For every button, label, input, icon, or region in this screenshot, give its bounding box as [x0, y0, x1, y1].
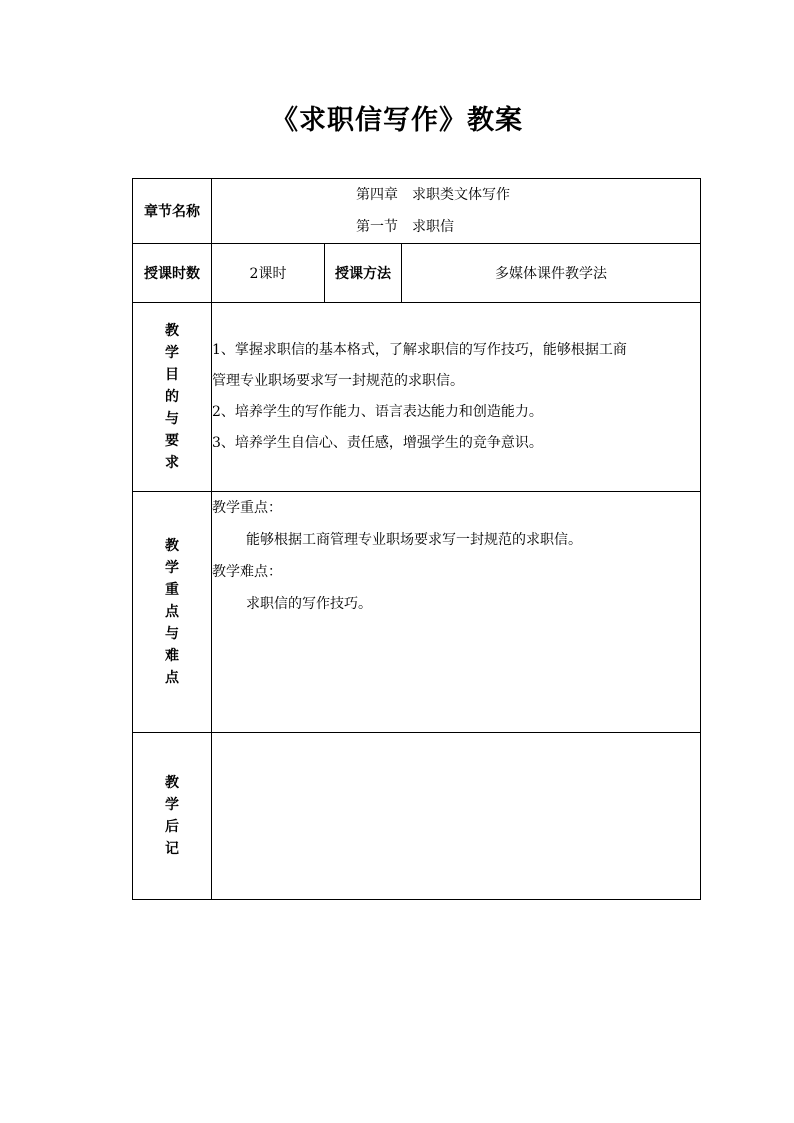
goal-item: 管理专业职场要求写一封规范的求职信。 — [212, 373, 464, 389]
chapter-value-cell — [212, 179, 701, 244]
keypoints-label-char: 重 — [165, 582, 179, 598]
reflection-label — [133, 733, 212, 900]
difficulty-heading: 教学难点： — [212, 564, 282, 580]
keypoints-label-char: 点 — [165, 604, 179, 620]
goals-content — [212, 303, 701, 492]
goals-label-char: 求 — [165, 455, 179, 471]
chapter-label: 章节名称 — [133, 179, 212, 244]
goal-item: 1、掌握求职信的基本格式，了解求职信的写作技巧，能够根据工商 — [212, 342, 627, 358]
reflection-label-char: 教 — [165, 775, 179, 791]
lesson-plan-table — [132, 178, 701, 900]
keypoints-label — [133, 492, 212, 733]
keypoints-label-char: 学 — [165, 560, 179, 576]
hours-row — [133, 244, 701, 303]
key-heading: 教学重点： — [212, 500, 282, 516]
keypoints-label-char: 难 — [165, 648, 179, 664]
method-value: 多媒体课件教学法 — [402, 244, 701, 303]
chapter-title: 第四章 求职类文体写作 — [356, 187, 510, 203]
keypoints-content — [212, 492, 701, 733]
reflection-label-char: 学 — [165, 797, 179, 813]
method-label: 授课方法 — [325, 244, 402, 303]
keypoints-label-char: 点 — [165, 670, 179, 686]
keypoints-label-char: 与 — [165, 626, 179, 642]
goals-label — [133, 303, 212, 492]
reflection-label-char: 后 — [165, 819, 179, 835]
reflection-content — [212, 733, 701, 900]
goal-item: 3、培养学生自信心、责任感，增强学生的竞争意识。 — [212, 435, 543, 451]
reflection-label-char: 记 — [165, 841, 179, 857]
goals-label-char: 要 — [165, 433, 179, 449]
hours-value: 2课时 — [212, 244, 325, 303]
hours-label: 授课时数 — [133, 244, 212, 303]
difficulty-text: 求职信的写作技巧。 — [246, 596, 372, 612]
goal-item: 2、培养学生的写作能力、语言表达能力和创造能力。 — [212, 404, 543, 420]
goals-label-char: 的 — [165, 389, 179, 405]
goals-label-char: 与 — [165, 411, 179, 427]
key-text: 能够根据工商管理专业职场要求写一封规范的求职信。 — [246, 532, 582, 548]
section-title: 第一节 求职信 — [356, 219, 454, 235]
document-title: 《求职信写作》教案 — [271, 105, 523, 136]
goals-label-char: 目 — [165, 367, 179, 383]
goals-label-char: 学 — [165, 345, 179, 361]
goals-label-char: 教 — [165, 323, 179, 339]
keypoints-row — [133, 492, 701, 733]
keypoints-label-char: 教 — [165, 538, 179, 554]
goals-row — [133, 303, 701, 492]
chapter-row — [133, 179, 701, 244]
reflection-row — [133, 733, 701, 900]
